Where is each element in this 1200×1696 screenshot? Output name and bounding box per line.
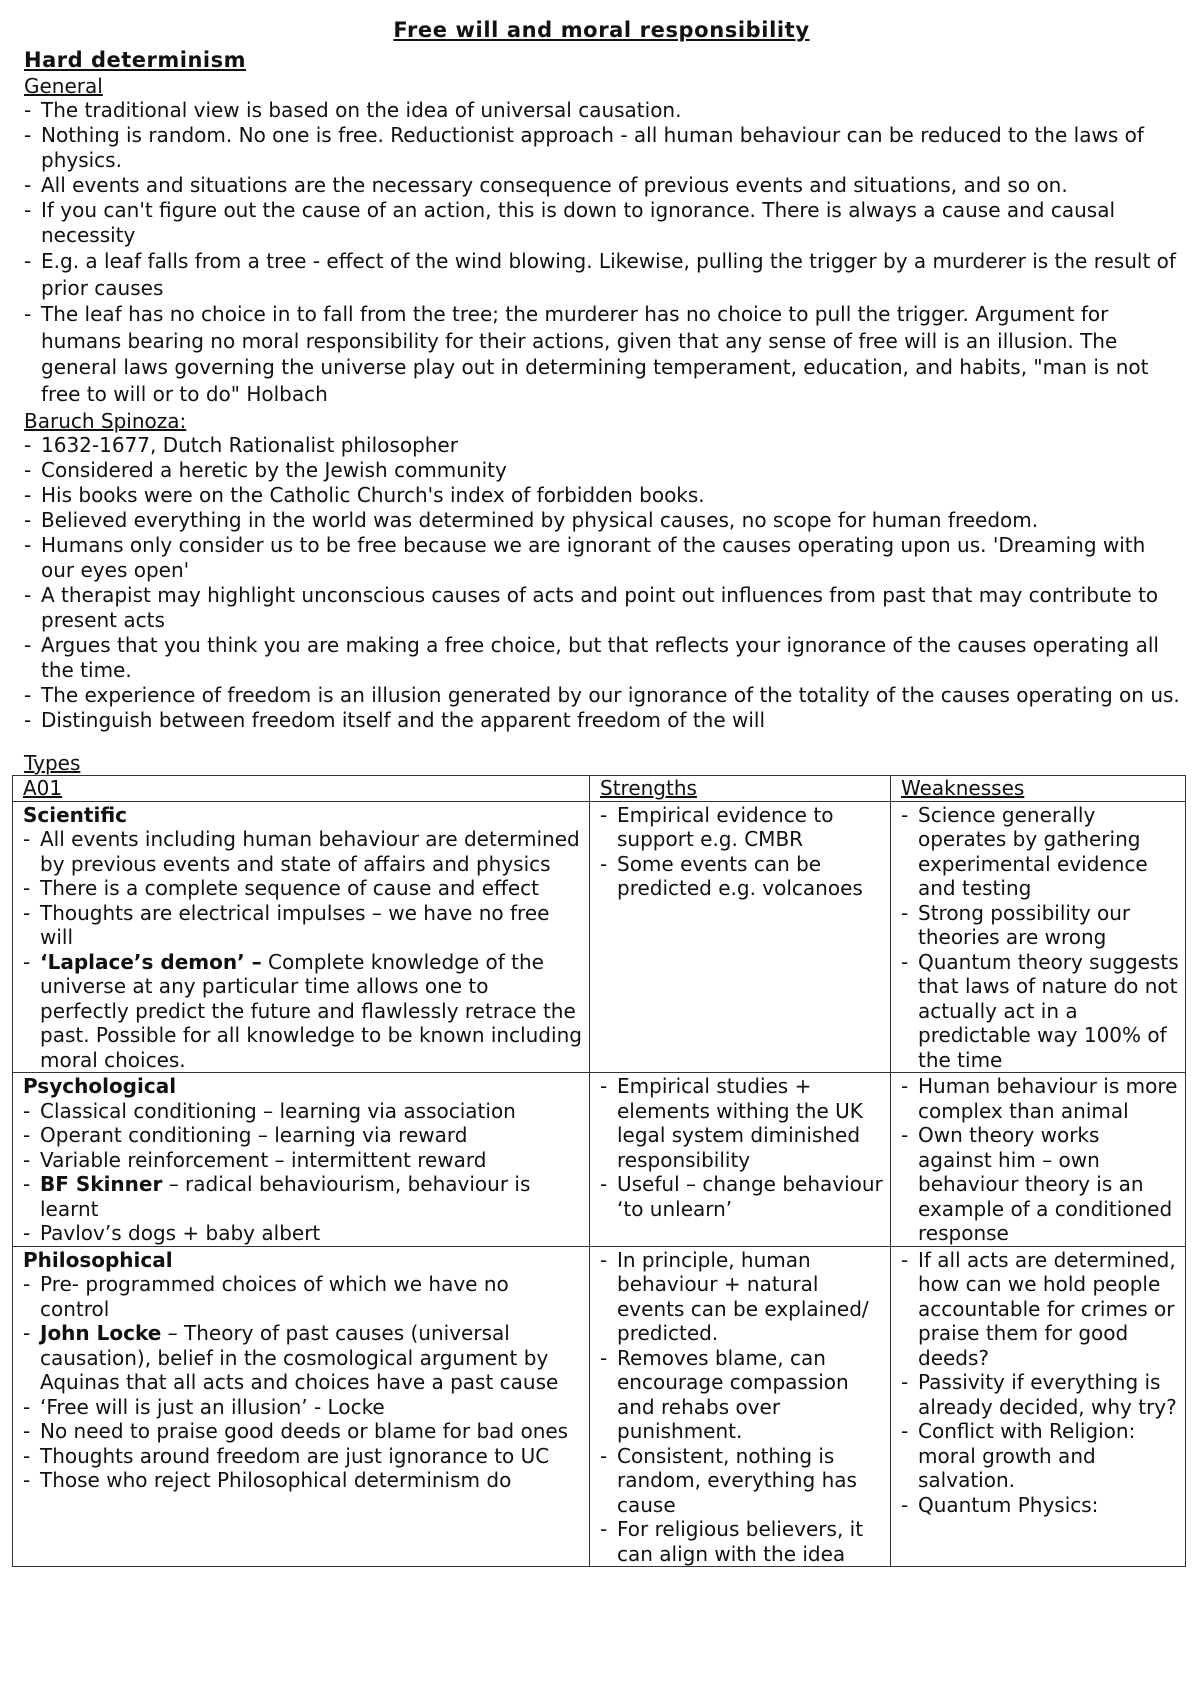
table-header-row: [13, 776, 1186, 802]
list-item: - Distinguish between freedom itself and the apparent freedom of the will: [24, 708, 1184, 733]
row-title: Philosophical: [23, 1247, 173, 1272]
bold-term: ‘Laplace’s demon’ –: [40, 949, 262, 974]
list-item: - Operant conditioning – learning via reward: [23, 1123, 583, 1148]
list-item: - There is a complete sequence of cause and effect: [23, 876, 583, 901]
types-table: [12, 775, 1186, 1567]
item-text: – Theory of past causes (universal causation), belief in the cosmological argument by Aquinas that all acts and choices have a past cause: [40, 1321, 559, 1394]
list-item: - The traditional view is based on the idea of universal causation.: [24, 98, 1184, 123]
item-text: Complete knowledge of the universe at any particular time allows one to perfectly predict the future and flawlessly retrace the past. Possible for all knowledge to be known including moral choices.: [40, 949, 582, 1072]
strengths-list: [600, 1248, 884, 1567]
list-item: - Strong possibility our theories are wrong: [901, 901, 1179, 950]
types-label: Types: [24, 751, 81, 775]
weaknesses-list: [901, 1074, 1179, 1246]
weaknesses-list: [901, 1248, 1179, 1518]
document-title: Free will and moral responsibility: [393, 18, 810, 42]
list-item: - Conflict with Religion: moral growth and salvation.: [901, 1419, 1179, 1493]
a01-cell: [13, 1246, 590, 1567]
list-item: - Variable reinforcement – intermittent reward: [23, 1148, 583, 1173]
item-text: – radical behaviourism, behaviour is learnt: [40, 1172, 531, 1221]
list-item: - Removes blame, can encourage compassion and rehabs over punishment.: [600, 1346, 884, 1444]
list-item: - Argues that you think you are making a free choice, but that reflects your ignorance of the causes operating all the time.: [24, 633, 1184, 683]
row-title: Psychological: [23, 1074, 177, 1098]
list-item: - No need to praise good deeds or blame for bad ones: [23, 1419, 583, 1444]
list-item: - 1632-1677, Dutch Rationalist philosopher: [24, 433, 1184, 458]
weaknesses-cell: [891, 1246, 1186, 1567]
list-item: - Quantum theory suggests that laws of nature do not actually act in a predictable way 100% of the time: [901, 950, 1179, 1073]
list-item: - E.g. a leaf falls from a tree - effect of the wind blowing. Likewise, pulling the trigger by a murderer is the result of prior causes: [24, 248, 1184, 301]
weaknesses-cell: [891, 801, 1186, 1073]
list-item: - Empirical evidence to support e.g. CMBR: [600, 803, 884, 852]
list-item: - For religious believers, it can align with the idea: [600, 1517, 884, 1566]
list-item: - Thoughts are electrical impulses – we have no free will: [23, 901, 583, 950]
list-item: - The experience of freedom is an illusion generated by our ignorance of the totality of the causes operating on us.: [24, 683, 1184, 708]
list-item: - Human behaviour is more complex than animal: [901, 1074, 1179, 1123]
bold-term: John Locke: [40, 1321, 162, 1345]
list-item: - Some events can be predicted e.g. volcanoes: [600, 852, 884, 901]
list-item: - Nothing is random. No one is free. Reductionist approach - all human behaviour can be reduced to the laws of physics.: [24, 123, 1184, 173]
list-item: [23, 1321, 583, 1395]
spinoza-heading: Baruch Spinoza:: [24, 409, 187, 433]
a01-list: [23, 1099, 583, 1246]
list-item: - If you can't figure out the cause of an action, this is down to ignorance. There is always a cause and causal necessity: [24, 198, 1184, 248]
table-row: [13, 1073, 1186, 1247]
list-item: - All events including human behaviour are determined by previous events and state of affairs and physics: [23, 827, 583, 876]
a01-cell: [13, 801, 590, 1073]
section-heading: Hard determinism: [24, 48, 246, 72]
strengths-list: [600, 1074, 884, 1221]
list-item: - Empirical studies + elements withing the UK legal system diminished responsibility: [600, 1074, 884, 1172]
strengths-cell: [590, 801, 891, 1073]
table-row: [13, 801, 1186, 1073]
list-item: - A therapist may highlight unconscious causes of acts and point out influences from past that may contribute to present acts: [24, 583, 1184, 633]
bold-term: BF Skinner: [40, 1172, 163, 1196]
weaknesses-cell: [891, 1073, 1186, 1247]
general-list: [24, 98, 1184, 407]
column-header-strengths: Strengths: [590, 776, 891, 802]
list-item: - Pavlov’s dogs + baby albert: [23, 1221, 583, 1246]
list-item: - All events and situations are the necessary consequence of previous events and situations, and so on.: [24, 173, 1184, 198]
list-item: - Thoughts around freedom are just ignorance to UC: [23, 1444, 583, 1469]
list-item: [23, 950, 583, 1073]
strengths-cell: [590, 1073, 891, 1247]
list-item: - Passivity if everything is already decided, why try?: [901, 1370, 1179, 1419]
list-item: - Classical conditioning – learning via association: [23, 1099, 583, 1124]
list-item: - His books were on the Catholic Church's index of forbidden books.: [24, 483, 1184, 508]
a01-list: [23, 827, 583, 1072]
list-item: - Science generally operates by gathering experimental evidence and testing: [901, 803, 1179, 901]
list-item: - Consistent, nothing is random, everything has cause: [600, 1444, 884, 1518]
a01-list: [23, 1272, 583, 1493]
column-header-weaknesses: Weaknesses: [891, 776, 1186, 802]
list-item: - In principle, human behaviour + natural events can be explained/ predicted.: [600, 1248, 884, 1346]
a01-cell: [13, 1073, 590, 1247]
list-item: - ‘Free will is just an illusion’ - Locke: [23, 1395, 583, 1420]
list-item: - Useful – change behaviour ‘to unlearn’: [600, 1172, 884, 1221]
table-row: [13, 1246, 1186, 1567]
row-title: Scientific: [23, 802, 128, 827]
list-item: - The leaf has no choice in to fall from the tree; the murderer has no choice to pull the trigger. Argument for humans bearing no moral responsibility for their actions, given that any sense of free will is an illusion. The general laws governing the universe play out in determining temperament, education, and habits, "man is not free to will or to do" Holbach: [24, 301, 1184, 407]
list-item: [23, 1172, 583, 1221]
general-heading: General: [24, 74, 103, 98]
list-item: - If all acts are determined, how can we hold people accountable for crimes or praise them for good deeds?: [901, 1248, 1179, 1371]
column-header-a01: A01: [13, 776, 590, 802]
list-item: - Own theory works against him – own behaviour theory is an example of a conditioned response: [901, 1123, 1179, 1246]
weaknesses-list: [901, 803, 1179, 1073]
list-item: - Believed everything in the world was determined by physical causes, no scope for human freedom.: [24, 508, 1184, 533]
list-item: - Those who reject Philosophical determinism do: [23, 1468, 583, 1493]
list-item: - Considered a heretic by the Jewish community: [24, 458, 1184, 483]
strengths-list: [600, 803, 884, 901]
list-item: - Pre- programmed choices of which we have no control: [23, 1272, 583, 1321]
list-item: - Humans only consider us to be free because we are ignorant of the causes operating upon us. 'Dreaming with our eyes open': [24, 533, 1184, 583]
strengths-cell: [590, 1246, 891, 1567]
spinoza-list: [24, 433, 1184, 733]
list-item: - Quantum Physics:: [901, 1493, 1179, 1518]
